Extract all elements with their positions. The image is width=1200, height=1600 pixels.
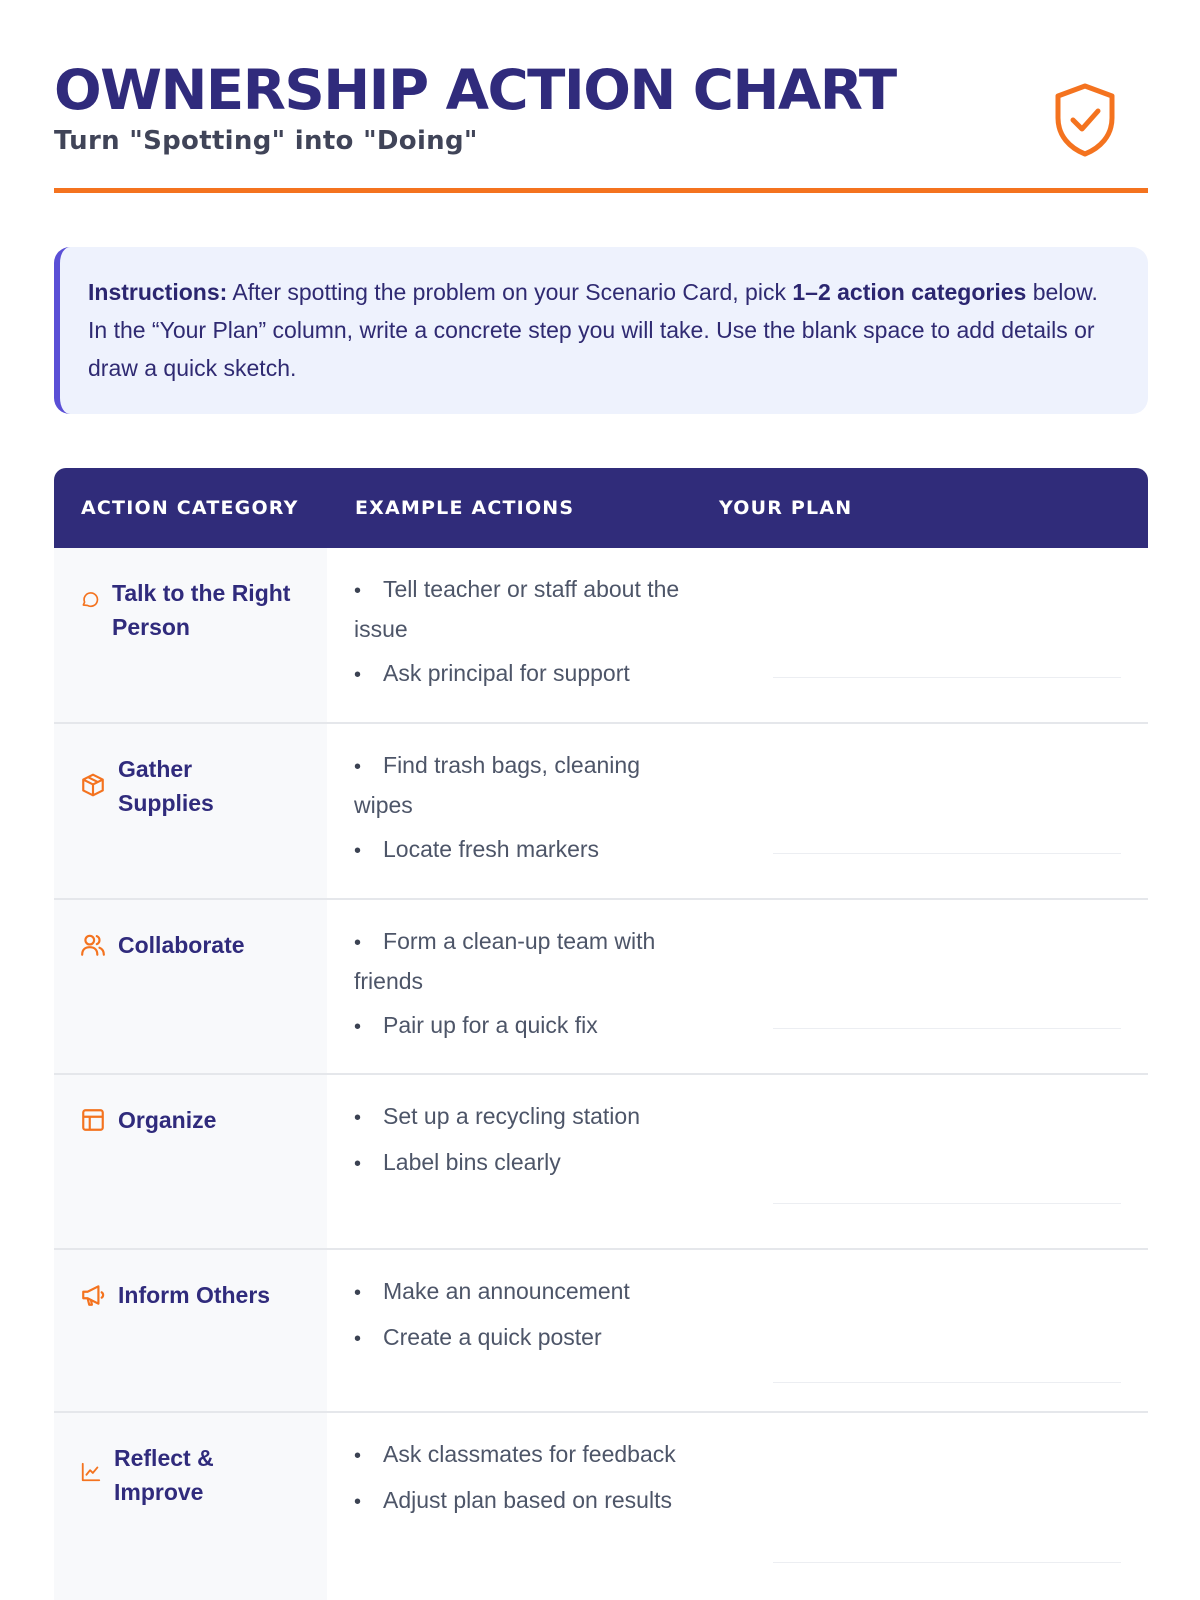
- chat-bubble-icon: [80, 590, 100, 610]
- plan-cell[interactable]: [691, 548, 1148, 722]
- page-subtitle: Turn "Spotting" into "Doing": [54, 126, 478, 156]
- table-row: [54, 1075, 1148, 1250]
- category-label: Reflect & Improve: [114, 1445, 214, 1505]
- category-label: Inform Others: [118, 1282, 271, 1308]
- category-label: Organize: [118, 1107, 217, 1133]
- category-cell: [54, 548, 327, 722]
- plan-writing-line: [773, 853, 1121, 854]
- plan-cell[interactable]: [691, 724, 1148, 898]
- example-list: [327, 900, 691, 1073]
- category-cell: [54, 900, 327, 1073]
- example-item: • Ask principal for support: [354, 654, 681, 694]
- instructions-text-1: After spotting the problem on your Scenario Card, pick: [227, 279, 793, 305]
- example-item: • Make an announcement: [354, 1272, 681, 1312]
- table-row: [54, 1413, 1148, 1600]
- example-item: • Create a quick poster: [354, 1318, 681, 1358]
- example-item: • Form a clean-up team with friends: [354, 922, 681, 1000]
- example-item: • Pair up for a quick fix: [354, 1006, 681, 1046]
- table-row: [54, 724, 1148, 900]
- megaphone-icon: [80, 1282, 106, 1308]
- category-label: Gather Supplies: [118, 756, 214, 816]
- instructions-text-2: below. In the “Your Plan” column, write a concrete step you will take. Use the blank space to add details or draw a quick sketch.: [88, 279, 1098, 381]
- instructions-emphasis: 1–2 action categories: [792, 279, 1027, 305]
- example-list: [327, 1250, 691, 1411]
- example-list: [327, 724, 691, 898]
- plan-writing-line: [773, 1562, 1121, 1563]
- table-row: [54, 1250, 1148, 1413]
- plan-writing-line: [773, 1028, 1121, 1029]
- example-item: • Locate fresh markers: [354, 830, 681, 870]
- plan-cell[interactable]: [691, 1250, 1148, 1411]
- instructions-callout: [54, 247, 1148, 414]
- page-title: OWNERSHIP ACTION CHART: [54, 58, 896, 122]
- category-cell: [54, 724, 327, 898]
- example-list: [327, 1075, 691, 1248]
- users-icon: [80, 932, 106, 958]
- category-label: Talk to the Right Person: [112, 580, 291, 640]
- header-example-actions: EXAMPLE ACTIONS: [355, 497, 575, 519]
- example-item: • Set up a recycling station: [354, 1097, 681, 1137]
- table-row: [54, 900, 1148, 1075]
- header-divider: [54, 188, 1148, 193]
- plan-writing-line: [773, 677, 1121, 678]
- example-item: • Tell teacher or staff about the issue: [354, 570, 681, 648]
- table-header: [54, 468, 1148, 548]
- example-item: • Label bins clearly: [354, 1143, 681, 1183]
- example-list: [327, 548, 691, 722]
- category-cell: [54, 1075, 327, 1248]
- plan-cell[interactable]: [691, 1075, 1148, 1248]
- example-item: • Find trash bags, cleaning wipes: [354, 746, 681, 824]
- example-list: [327, 1413, 691, 1600]
- category-cell: [54, 1413, 327, 1600]
- example-item: • Ask classmates for feedback: [354, 1435, 681, 1475]
- box-icon: [80, 772, 106, 798]
- action-table: [54, 468, 1148, 1600]
- header-your-plan: YOUR PLAN: [719, 497, 853, 519]
- chart-line-icon: [80, 1461, 102, 1483]
- plan-cell[interactable]: [691, 900, 1148, 1073]
- layout-icon: [80, 1107, 106, 1133]
- table-row: [54, 548, 1148, 724]
- plan-writing-line: [773, 1203, 1121, 1204]
- header-action-category: ACTION CATEGORY: [81, 497, 299, 519]
- example-item: • Adjust plan based on results: [354, 1481, 681, 1521]
- page-header: [54, 58, 1148, 198]
- shield-check-icon: [1052, 82, 1118, 158]
- plan-writing-line: [773, 1382, 1121, 1383]
- instructions-label: Instructions:: [88, 279, 228, 305]
- category-cell: [54, 1250, 327, 1411]
- plan-cell[interactable]: [691, 1413, 1148, 1600]
- category-label: Collaborate: [118, 932, 245, 958]
